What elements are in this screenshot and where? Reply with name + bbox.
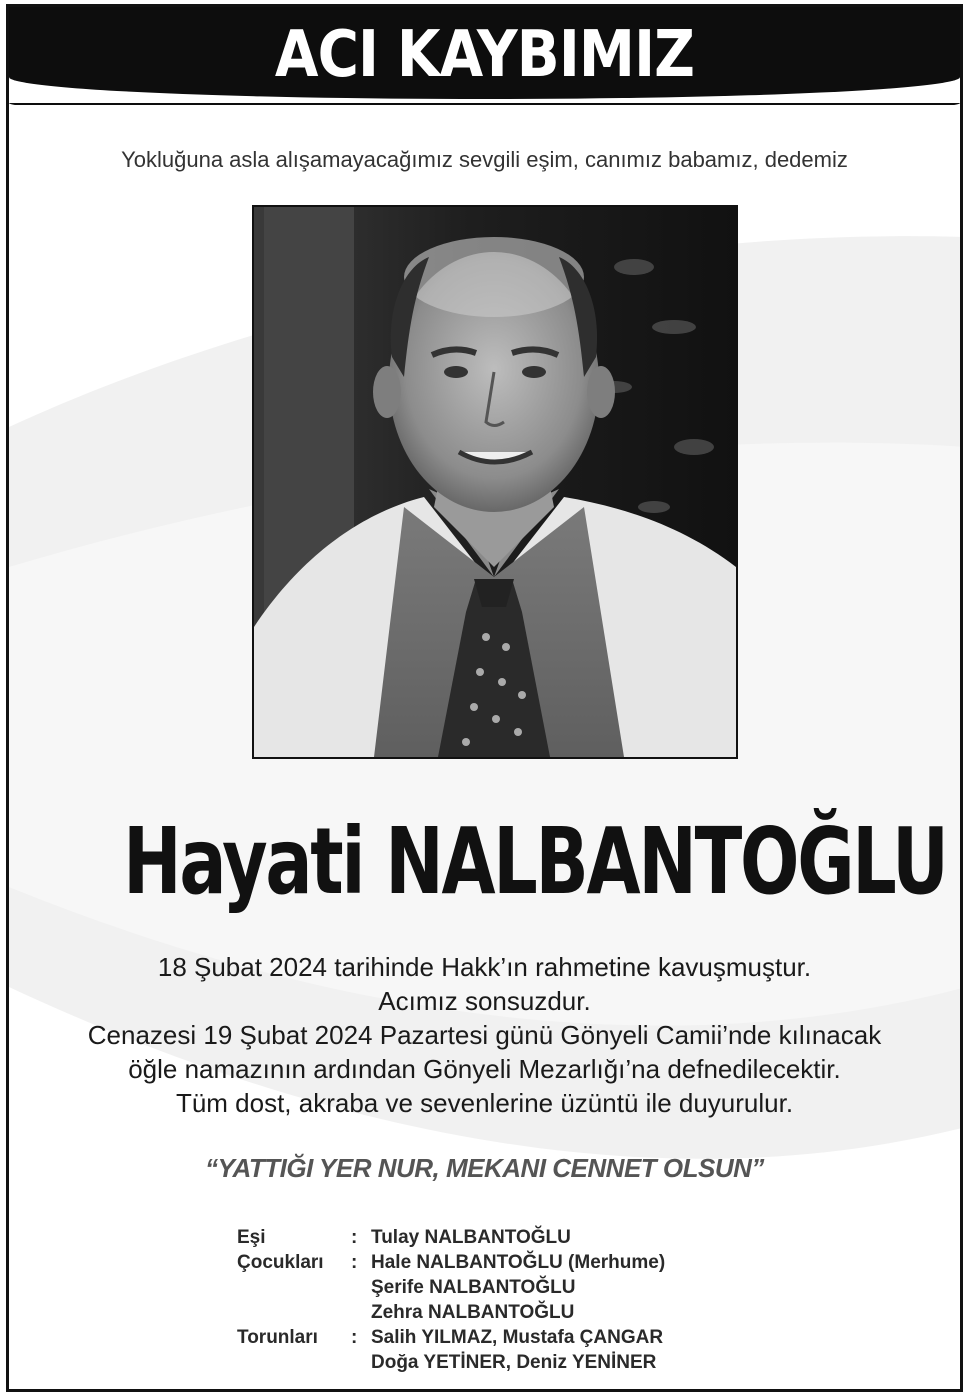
family-value: Tulay NALBANTOĞLU (371, 1227, 571, 1248)
page-title: ACI KAYBIMIZ (274, 18, 695, 92)
family-colon: : (351, 1227, 358, 1248)
family-value: Hale NALBANTOĞLU (Merhume) (371, 1252, 666, 1273)
family-colon (351, 1300, 371, 1325)
family-colon: : (351, 1252, 358, 1273)
family-list (237, 1225, 665, 1375)
family-label (237, 1300, 351, 1325)
portrait-photo (252, 205, 738, 759)
page-border (6, 4, 963, 1392)
deceased-name: Hayati NALBANTOĞLU (123, 808, 947, 915)
announcement-line: 18 Şubat 2024 tarihinde Hakk’ın rahmetine kavuşmuştur. (157, 952, 812, 982)
family-label: Çocukları (237, 1252, 324, 1273)
family-row (237, 1350, 665, 1375)
family-colon (351, 1350, 371, 1375)
family-label: Eşi (237, 1227, 266, 1248)
announcement-text (9, 950, 960, 1120)
family-row (237, 1325, 665, 1350)
family-value: Zehra NALBANTOĞLU (371, 1302, 575, 1323)
family-label: Torunları (237, 1327, 318, 1348)
announcement-line: Acımız sonsuzdur. (378, 986, 591, 1016)
announcement-line: Cenazesi 19 Şubat 2024 Pazartesi günü Gönyeli Camii’nde kılınacak (87, 1020, 882, 1050)
family-label (237, 1275, 351, 1300)
family-value: Şerife NALBANTOĞLU (371, 1277, 576, 1298)
announcement-line: Tüm dost, akraba ve sevenlerine üzüntü ile duyurulur. (175, 1088, 794, 1118)
prayer-quote: “YATTIĞI YER NUR, MEKANI CENNET OLSUN” (205, 1153, 764, 1183)
intro-text: Yokluğuna asla alışamayacağımız sevgili eşim, canımız babamız, dedemiz (121, 147, 848, 172)
family-row (237, 1225, 665, 1250)
family-label (237, 1350, 351, 1375)
family-colon: : (351, 1327, 358, 1348)
family-value: Salih YILMAZ, Mustafa ÇANGAR (371, 1327, 664, 1348)
announcement-line: öğle namazının ardından Gönyeli Mezarlığı’na defnedilecektir. (128, 1054, 841, 1084)
family-colon (351, 1275, 371, 1300)
family-row (237, 1300, 665, 1325)
family-row (237, 1275, 665, 1300)
family-row (237, 1250, 665, 1275)
family-value: Doğa YETİNER, Deniz YENİNER (371, 1352, 657, 1373)
header-divider (9, 103, 960, 111)
